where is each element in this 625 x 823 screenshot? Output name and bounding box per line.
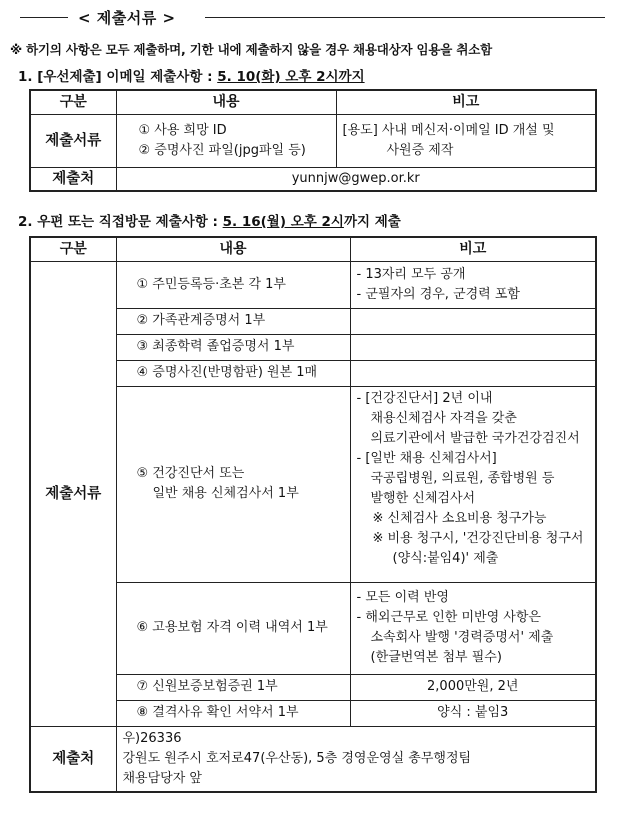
item-text: ④ 증명사진(반명함판) 원본 1매 <box>136 365 318 380</box>
col-content: 내용 <box>116 90 336 114</box>
remarks-cell <box>350 334 596 360</box>
content-cell <box>116 114 336 167</box>
item-text: ① 주민등록등·초본 각 1부 <box>136 276 286 292</box>
remark-line: 발행한 신체검사서 <box>370 490 476 506</box>
remark-line: 소속회사 발행 '경력증명서' 제출 <box>370 630 554 645</box>
remark-line: 국공립병원, 의료원, 종합병원 등 <box>370 470 555 486</box>
content-cell <box>116 700 350 726</box>
remark-line: 사원증 제작 <box>386 142 454 158</box>
address-line: 강원도 원주시 호저로47(우산동), 5층 경영운영실 총무행정팀 <box>122 750 472 766</box>
remark-line: - 군필자의 경우, 군경력 포함 <box>356 286 520 302</box>
remark-line: (양식:붙임4)' 제출 <box>392 550 499 566</box>
col-remarks: 비고 <box>336 90 596 114</box>
item-text: ⑦ 신원보증보험증권 1부 <box>136 679 278 694</box>
content-cell <box>116 674 350 700</box>
mail-submission-table <box>29 236 597 793</box>
item-id: ① 사용 희망 ID <box>138 122 227 138</box>
section2-deadline-suffix: 까지 제출 <box>343 214 401 230</box>
content-cell <box>116 582 350 674</box>
page-title: < 제출서류 > <box>78 9 176 27</box>
header-rule-left <box>20 17 68 18</box>
remark-line: 의료기관에서 발급한 국가건강검진서 <box>370 430 580 446</box>
remark-line: ※ 비용 청구시, '건강진단비용 청구서 <box>372 530 584 546</box>
remark-line: [용도] 사내 메신저·이메일 ID 개설 및 <box>342 122 555 138</box>
remarks-cell <box>350 360 596 386</box>
table-row <box>30 726 596 792</box>
remarks-cell <box>350 386 596 582</box>
remark-line: 채용신체검사 자격을 갖춘 <box>370 410 517 426</box>
remarks-cell <box>350 308 596 334</box>
item-photo: ② 증명사진 파일(jpg파일 등) <box>138 142 306 158</box>
item-text: ⑧ 결격사유 확인 서약서 1부 <box>136 705 299 720</box>
address-line: 채용담당자 앞 <box>122 770 202 786</box>
section1-prefix: 1. [우선제출] 이메일 제출사항 : <box>18 69 218 85</box>
col-category: 구분 <box>30 237 116 261</box>
item-text: 일반 채용 신체검사서 1부 <box>152 486 299 501</box>
col-remarks: 비고 <box>350 237 596 261</box>
remarks-cell <box>350 582 596 674</box>
section1-deadline: 5. 10(화) 오후 2시까지 <box>217 69 365 85</box>
remark-line: (한글번역본 첨부 필수) <box>370 650 502 665</box>
section-header <box>20 4 605 30</box>
item-text: ② 가족관계증명서 1부 <box>136 313 266 328</box>
dest-label: 제출처 <box>30 167 116 191</box>
col-category: 구분 <box>30 90 116 114</box>
remark-line: - 해외근무로 인한 미반영 사항은 <box>356 610 541 625</box>
address-cell <box>116 726 596 792</box>
section2-deadline: 5. 16(월) 오후 2시 <box>222 214 344 230</box>
col-content: 내용 <box>116 237 350 261</box>
item-text: ③ 최종학력 졸업증명서 1부 <box>136 339 295 354</box>
content-cell <box>116 386 350 582</box>
remarks-cell <box>336 114 596 167</box>
table-header-row <box>30 237 596 261</box>
content-cell <box>116 308 350 334</box>
content-cell <box>116 334 350 360</box>
remarks-cell: 2,000만원, 2년 <box>350 674 596 700</box>
email-address: yunnjw@gwep.or.kr <box>116 167 596 191</box>
item-text: ⑥ 고용보험 자격 이력 내역서 1부 <box>136 620 328 635</box>
remark-line: - 모든 이력 반영 <box>356 590 449 605</box>
section2-heading <box>18 210 401 230</box>
table-row <box>30 167 596 191</box>
notice-text: ※ 하기의 사항은 모두 제출하며, 기한 내에 제출하지 않을 경우 채용대상자 임용을 취소함 <box>10 42 492 57</box>
dest-label: 제출처 <box>30 726 116 792</box>
email-submission-table <box>29 89 597 192</box>
section2-prefix: 2. 우편 또는 직접방문 제출사항 : <box>18 214 223 230</box>
content-cell <box>116 261 350 308</box>
item-text: ⑤ 건강진단서 또는 <box>136 466 245 481</box>
remarks-cell: 양식 : 붙임3 <box>350 700 596 726</box>
docs-label: 제출서류 <box>30 114 116 167</box>
content-cell <box>116 360 350 386</box>
docs-label: 제출서류 <box>30 261 116 726</box>
address-line: 우)26336 <box>122 730 182 746</box>
remarks-cell <box>350 261 596 308</box>
remark-line: - [일반 채용 신체검사서] <box>356 450 497 466</box>
section1-heading <box>18 65 365 85</box>
table-row <box>30 114 596 167</box>
remark-line: - [건강진단서] 2년 이내 <box>356 390 493 406</box>
table-header-row <box>30 90 596 114</box>
remark-line: ※ 신체검사 소요비용 청구가능 <box>372 510 547 526</box>
remark-line: - 13자리 모두 공개 <box>356 266 466 282</box>
header-rule-right <box>205 17 605 18</box>
table-row <box>30 261 596 308</box>
